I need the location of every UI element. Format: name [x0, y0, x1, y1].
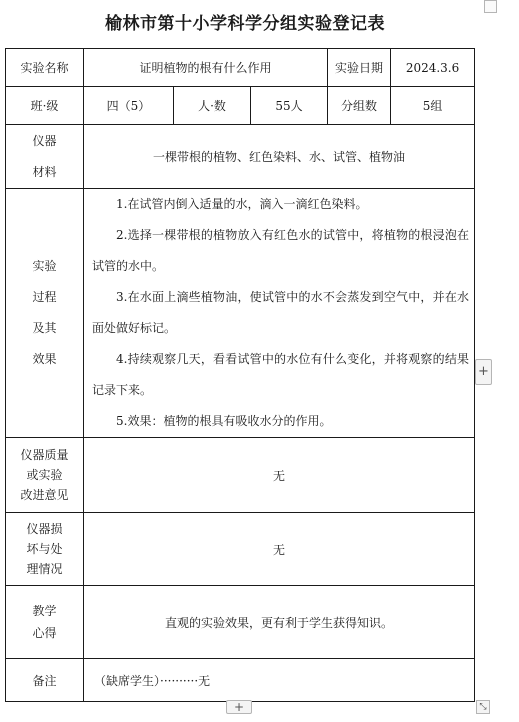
quality-label-line: 改进意见: [20, 488, 69, 502]
class-value[interactable]: 四（5）: [84, 87, 174, 125]
experiment-date-label: 实验日期: [328, 49, 391, 87]
process-value[interactable]: [84, 189, 475, 438]
table-resize-handle[interactable]: ⤡: [476, 700, 490, 714]
process-step: 5.效果：植物的根具有吸收水分的作用。: [116, 414, 332, 428]
damage-value[interactable]: 无: [84, 513, 475, 586]
process-label-line: 实验: [32, 259, 57, 273]
quality-label-line: 仪器质量: [20, 448, 69, 462]
process-step: 4.持续观察几天，看看试管中的水位有什么变化，并将观察的结果记录下来。: [92, 352, 470, 397]
people-count-label: 人·数: [174, 87, 251, 125]
remarks-label: 备注: [6, 659, 84, 702]
table-row: [6, 125, 475, 189]
add-column-button[interactable]: +: [475, 359, 492, 385]
damage-label-line: 理情况: [26, 562, 63, 576]
process-label-line: 及其: [32, 321, 57, 335]
table-row: [6, 87, 475, 125]
remarks-value[interactable]: （缺席学生）··········无: [84, 659, 475, 702]
process-label: [6, 189, 84, 438]
table-row: [6, 586, 475, 659]
group-count-value[interactable]: 5组: [391, 87, 475, 125]
experiment-date-value[interactable]: 2024.3.6: [391, 49, 475, 87]
process-label-line: 过程: [32, 290, 57, 304]
table-row: [6, 513, 475, 586]
equipment-label-line: 仪器: [32, 133, 57, 148]
damage-label-line: 坏与处: [26, 542, 63, 556]
quality-label-line: 或实验: [26, 468, 63, 482]
equipment-label: [6, 125, 84, 189]
table-row: [6, 659, 475, 702]
page-title: 榆林市第十小学科学分组实验登记表: [105, 14, 385, 34]
quality-label: [6, 438, 84, 513]
process-label-line: 效果: [32, 352, 57, 366]
people-count-value[interactable]: 55人: [251, 87, 328, 125]
group-count-label: 分组数: [328, 87, 391, 125]
table-row: [6, 438, 475, 513]
process-step: 3.在水面上滴些植物油，使试管中的水不会蒸发到空气中，并在水面处做好标记。: [92, 290, 470, 335]
table-row: [6, 49, 475, 87]
process-step: 1.在试管内倒入适量的水，滴入一滴红色染料。: [116, 197, 368, 211]
equipment-value[interactable]: 一棵带根的植物、红色染料、水、试管、植物油: [84, 125, 475, 189]
reflection-label: [6, 586, 84, 659]
add-row-button[interactable]: +: [226, 700, 252, 714]
experiment-name-value[interactable]: 证明植物的根有什么作用: [84, 49, 328, 87]
reflection-label-line: 心得: [32, 626, 57, 640]
experiment-name-label: 实验名称: [6, 49, 84, 87]
damage-label: [6, 513, 84, 586]
reflection-value[interactable]: 直观的实验效果，更有利于学生获得知识。: [84, 586, 475, 659]
class-label: 班·级: [6, 87, 84, 125]
damage-label-line: 仪器损: [26, 522, 63, 536]
process-step: 2.选择一棵带根的植物放入有红色水的试管中，将植物的根浸泡在试管的水中。: [92, 228, 470, 273]
reflection-label-line: 教学: [32, 604, 57, 618]
table-row: [6, 189, 475, 438]
quality-value[interactable]: 无: [84, 438, 475, 513]
equipment-label-line: 材料: [32, 164, 57, 179]
experiment-record-table: [5, 48, 475, 702]
